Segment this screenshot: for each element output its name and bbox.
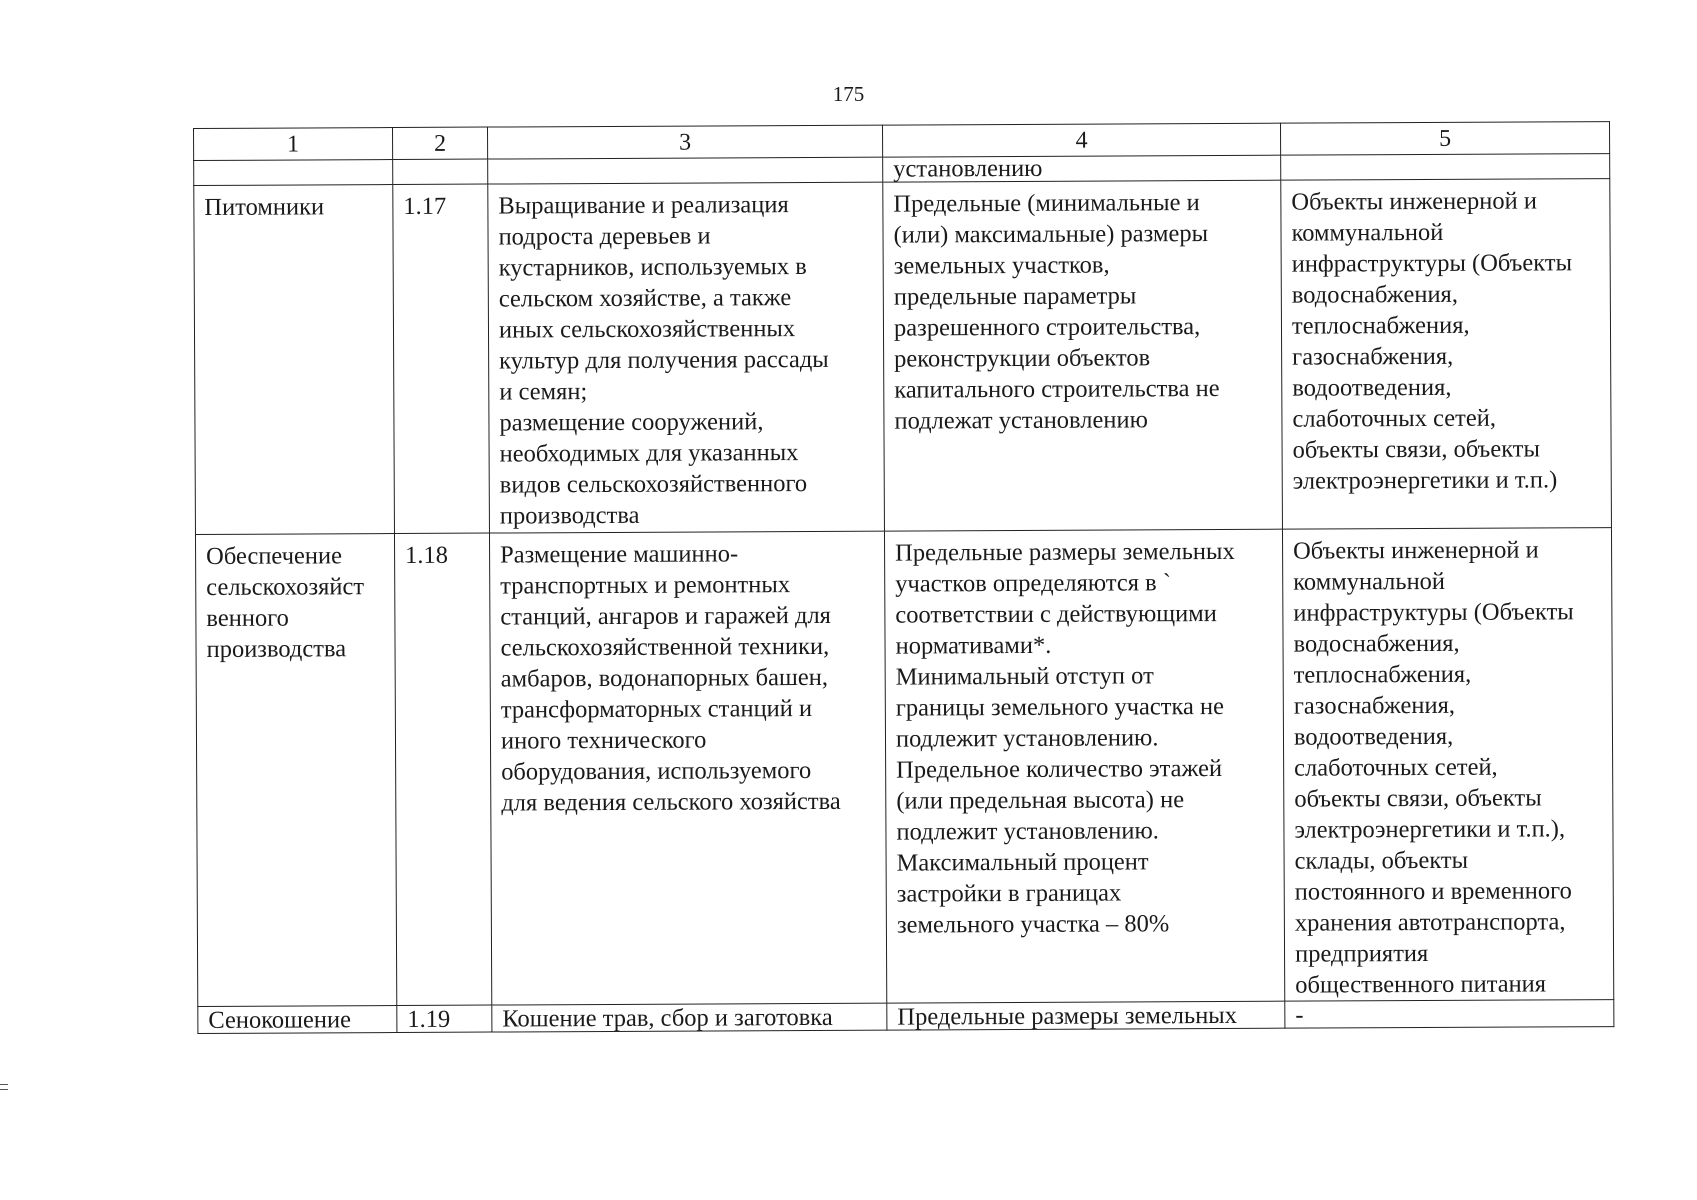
land-use-parameters: Предельные размеры земельных участков определяются в ` соответствии с действующими нормативами*. Минимальный отступ от границы земельного участка не подлежит установлению. Предельное количество этажей (или предельная высота) не подлежит установлению. Максимальный процент застройки в границах земельного участка – 80% (884, 529, 1284, 1003)
land-use-name: Питомники (194, 185, 395, 535)
land-use-parameters: Предельные размеры земельных (887, 1001, 1285, 1030)
land-use-name: Обеспечение сельскохозяйст венного производства (195, 534, 396, 1007)
land-use-name: Сенокошение (198, 1006, 397, 1034)
scan-margin-mark (0, 1084, 8, 1085)
table-cell (393, 159, 488, 184)
page-number: 175 (832, 82, 865, 106)
land-use-description: Размещение машинно- транспортных и ремонтных станций, ангаров и гаражей для сельскохозяйственной техники, амбаров, водонапорных башен, трансформаторных станций и иного технического оборудования, используемого для ведения сельского хозяйства (489, 531, 886, 1005)
column-number: 2 (393, 127, 488, 159)
table-row (194, 179, 1612, 535)
land-use-description: Выращивание и реализация подроста деревьев и кустарников, используемых в сельском хозяйстве, а также иных сельскохозяйственных культур для получения рассады и семян; размещение сооружений, необходимых для указанных видов сельскохозяйственного производства (488, 182, 885, 533)
land-use-parameters: Предельные (минимальные и (или) максимальные) размеры земельных участков, предельные параметры разрешенного строительства, реконструкции объектов капитального строительства не подлежат установлению (883, 180, 1283, 531)
table-cell: установлению (883, 155, 1281, 182)
land-use-code: 1.19 (397, 1005, 492, 1032)
auxiliary-uses: Объекты инженерной и коммунальной инфраструктуры (Объекты водоснабжения, теплоснабжения, газоснабжения, водоотведения, слаботочных сетей, объекты связи, объекты электроэнергетики и т.п.), склады, объекты постоянного и временного хранения автотранспорта, предприятия общественного питания (1282, 528, 1613, 1002)
auxiliary-uses: Объекты инженерной и коммунальной инфраструктуры (Объекты водоснабжения, теплоснабжения, газоснабжения, водоотведения, слаботочных сетей, объекты связи, объекты электроэнергетики и т.п.) (1281, 179, 1612, 530)
auxiliary-uses: - (1285, 1000, 1614, 1029)
column-number: 4 (882, 123, 1280, 157)
table-row (195, 528, 1613, 1007)
table-cell (488, 157, 883, 184)
table-cell (194, 160, 393, 186)
column-number: 5 (1280, 122, 1609, 156)
land-use-description: Кошение трав, сбор и заготовка (492, 1003, 887, 1032)
land-use-code: 1.17 (393, 184, 490, 533)
land-use-code: 1.18 (394, 533, 491, 1005)
land-use-table (193, 121, 1614, 1034)
table-cell (1281, 154, 1610, 181)
column-number: 3 (487, 125, 882, 159)
column-number: 1 (194, 128, 393, 161)
table-row (198, 1000, 1614, 1034)
